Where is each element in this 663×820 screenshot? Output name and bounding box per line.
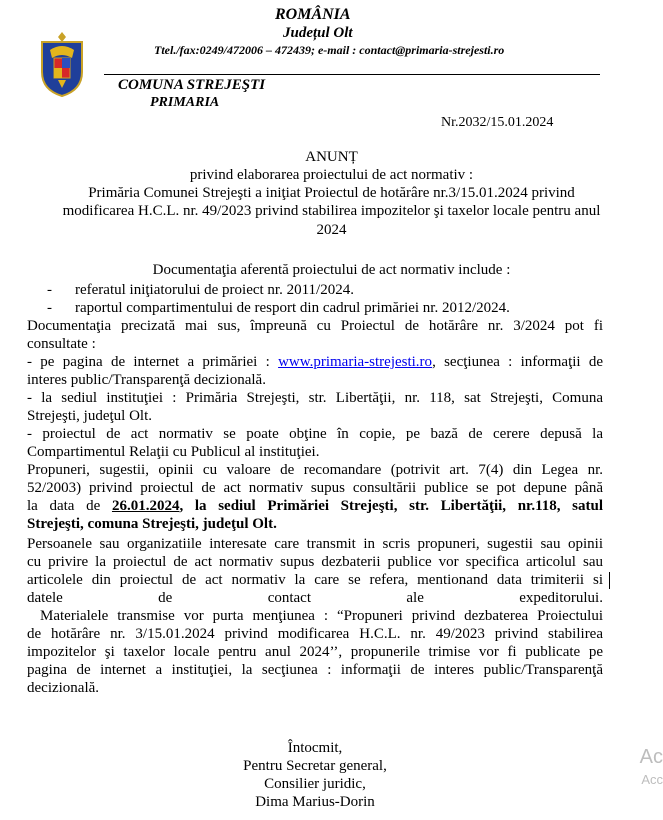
paragraph-line: consultate :: [27, 336, 96, 352]
paragraph-line: Strejeşti, comuna Strejeşti, judeţul Olt.: [27, 516, 277, 532]
paragraph-line: Documentaţia precizată mai sus, împreună cu Proiectul de hotărâre nr. 3/2024 pot fi: [27, 318, 603, 334]
list-item: [47, 299, 510, 317]
paragraph-line: Compartimentul Relaţii cu Publicul al instituţiei.: [27, 444, 320, 460]
paragraph-line: - proiectul de act normativ se poate obţine în copie, pe bază de cerere depusă la: [27, 426, 603, 442]
list-item: [47, 281, 354, 299]
paragraph-line: Propuneri, sugestii, opinii cu valoare de recomandare (potrivit art. 7(4) din Legea nr.: [27, 462, 603, 478]
commune-name: COMUNA STREJEŞTI: [118, 77, 266, 93]
text-cursor: [609, 572, 610, 589]
paragraph-line: [27, 589, 603, 607]
activation-watermark-text: Acc: [641, 772, 663, 787]
deadline-date: 26.01.2024: [111, 498, 180, 514]
text-span: datele: [27, 590, 63, 606]
paragraph-line: impozitelor şi taxelor locale pentru anul 2024’’, propunerile trimise vor fi publicate pe: [27, 644, 603, 660]
paragraph-line: Materialele transmise vor purta menţiunea : “Propuneri privind dezbaterea Proiectului: [40, 608, 603, 624]
text-span: - pe pagina de internet a primăriei :: [27, 354, 270, 370]
text-span: de: [158, 590, 173, 606]
paragraph-line: pagina de internet a instituţiei, la secţiunea : informaţii de interes public/Transparenţă: [27, 662, 603, 678]
paragraph-line: Persoanele sau organizatiile interesate care transmit in scris propuneri, sugestii sau opinii: [27, 536, 603, 552]
office-name: PRIMARIA: [150, 95, 220, 110]
registration-number: Nr.2032/15.01.2024: [441, 115, 554, 130]
paragraph-line: [27, 353, 603, 371]
paragraph-line: [27, 497, 603, 515]
website-link[interactable]: www.primaria-strejesti.ro: [278, 354, 433, 370]
bullet-text: referatul iniţiatorului de proiect nr. 2011/2024.: [75, 282, 354, 298]
title-line-3: modificarea H.C.L. nr. 49/2023 privind stabilirea impozitelor şi taxelor locale pentru anul: [62, 203, 601, 219]
announcement-title: ANUNȚ: [305, 149, 358, 165]
paragraph-line: decizională.: [27, 680, 100, 696]
paragraph-line: cu privire la proiectul de act normativ supus dezbaterii publice vor specifica articolul sau: [27, 554, 603, 570]
title-line-4: 2024: [316, 222, 347, 238]
contact-line: Ttel./fax:0249/472006 – 472439; e-mail : contact@primaria-strejesti.ro: [154, 43, 505, 57]
bullet-dash: -: [47, 300, 52, 316]
text-span: la data de: [27, 498, 101, 514]
paragraph-line: articolele din proiectul de act normativ la care se refera, mentionand data trimiterii si: [27, 572, 603, 588]
coat-of-arms-icon: [38, 28, 86, 98]
text-span: , la sediul Primăriei Strejeşti, str. Libertăţii, nr.118, satul: [179, 498, 604, 514]
signature-line: Pentru Secretar general,: [243, 758, 387, 774]
text-span: , secţiunea : informaţii de: [432, 354, 603, 370]
paragraph-line: Strejeşti, judeţul Olt.: [27, 408, 152, 424]
text-span: expeditorului.: [519, 590, 603, 606]
paragraph-line: de hotărâre nr. 3/15.01.2024 privind modificarea H.C.L. nr. 49/2023 privind stabilirea: [27, 626, 603, 642]
paragraph-line: - la sediul instituţiei : Primăria Strejeşti, str. Libertăţii, nr. 118, sat Strejeşti, Comuna: [27, 390, 603, 406]
text-span: ale: [406, 590, 424, 606]
documentation-intro: Documentaţia aferentă proiectului de act normativ include :: [152, 262, 511, 278]
signature-line: Consilier juridic,: [264, 776, 366, 792]
bullet-text: raportul compartimentului de resport din cadrul primăriei nr. 2012/2024.: [75, 300, 510, 316]
bullet-dash: -: [47, 282, 52, 298]
title-line-1: privind elaborarea proiectului de act normativ :: [189, 167, 474, 183]
signature-name: Dima Marius-Dorin: [255, 794, 375, 810]
header-divider: [104, 74, 600, 75]
text-span: contact: [267, 590, 312, 606]
signature-line: Întocmit,: [287, 740, 343, 756]
activation-watermark-title: Ac: [639, 746, 663, 768]
title-line-2: Primăria Comunei Strejeşti a iniţiat Proiectul de hotărâre nr.3/15.01.2024 privind: [88, 185, 575, 201]
paragraph-line: 52/2003) privind proiectul de act normativ supus consultării publice se pot depune până: [27, 480, 603, 496]
paragraph-line: interes public/Transparenţă decizională.: [27, 372, 266, 388]
country-name: ROMÂNIA: [275, 6, 351, 23]
county-name: Județul Olt: [283, 25, 353, 41]
